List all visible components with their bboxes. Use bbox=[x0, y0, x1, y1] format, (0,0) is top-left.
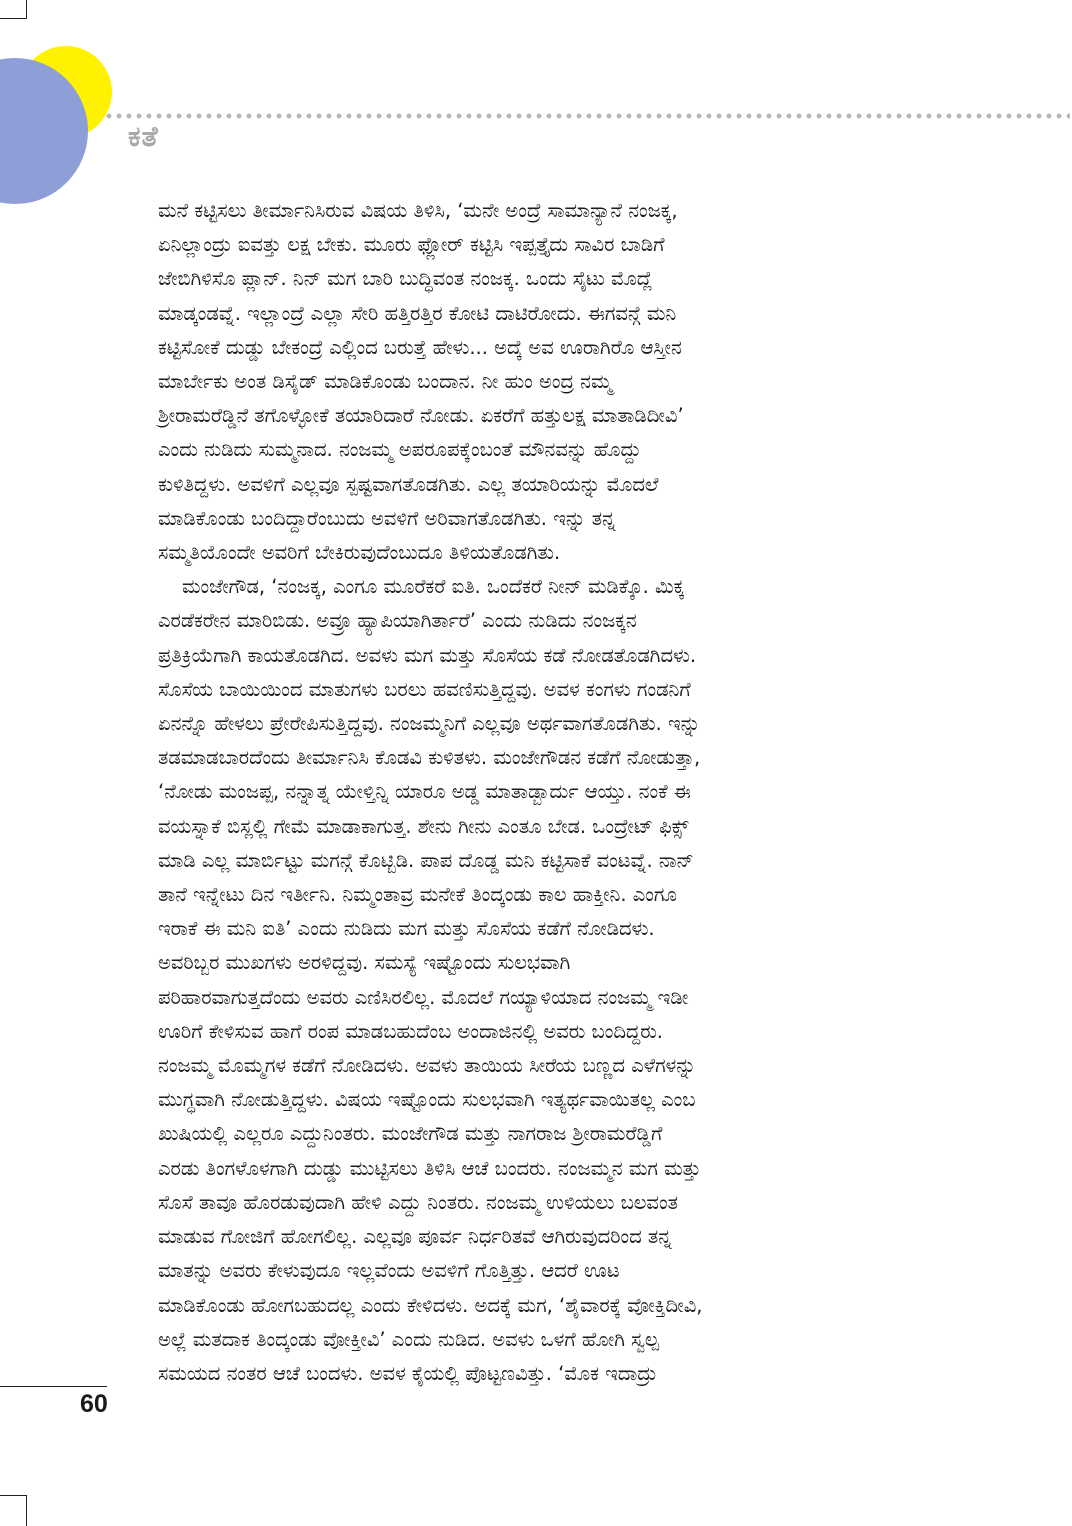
page-number: 60 bbox=[80, 1390, 108, 1418]
text-line: ವಯಸ್ನಾಕೆ ಬಿಸ್ಲಲ್ಲಿ ಗೇಮೆ ಮಾಡಾಕಾಗುತ್ತ. ಶೇನು ಗೀನು ಎಂತೂ ಬೇಡ. ಒಂದ್ರೇಟ್ ಫಿಕ್ಸ್ bbox=[158, 814, 689, 838]
text-line: ಮಾರ್ಬೇಕು ಅಂತ ಡಿಸೈಡ್ ಮಾಡಿಕೊಂಡು ಬಂದಾನ. ನೀ ಹುಂ ಅಂದ್ರ ನಮ್ಮ bbox=[158, 370, 613, 394]
text-line: ಮಾಡಿ ಎಲ್ಲ ಮಾರ್ಬಿಟ್ಟು ಮಗನ್ಗೆ ಕೊಟ್ಬಿಡಿ. ಪಾಪ ದೊಡ್ಡ ಮನಿ ಕಟ್ಟಿಸಾಕೆ ವಂಟವ್ನೆ. ನಾನ್ bbox=[158, 848, 694, 872]
text-line: ಎರಡೆಕರೇನ ಮಾರಿಬಿಡು. ಅವ್ರೂ ಹ್ಯಾಪಿಯಾಗಿರ್ತಾರೆ’ ಎಂದು ನುಡಿದು ನಂಜಕ್ಕನ bbox=[158, 609, 637, 633]
text-line: ಮಾತನ್ನು ಅವರು ಕೇಳುವುದೂ ಇಲ್ಲವೆಂದು ಅವಳಿಗೆ ಗೊತ್ತಿತ್ತು. ಆದರೆ ಊಟ bbox=[158, 1259, 620, 1283]
text-line: ಸಮ್ಮತಿಯೊಂದೇ ಅವರಿಗೆ ಬೇಕಿರುವುದೆಂಬುದೂ ತಿಳಿಯತೊಡಗಿತು. bbox=[158, 541, 561, 565]
text-line: ಮಾಡಿಕೊಂಡು ಹೋಗಬಹುದಲ್ಲ ಎಂದು ಕೇಳಿದಳು. ಅದಕ್ಕೆ ಮಗ, ‘ಶೈವಾರಕ್ಕೆ ವೋಕ್ತಿದೀವಿ, bbox=[158, 1293, 703, 1317]
crop-mark-bottom bbox=[0, 1495, 27, 1526]
text-line: ಕಟ್ಟಿಸೋಕೆ ದುಡ್ಡು ಬೇಕಂದ್ರೆ ಎಲ್ಲಿಂದ ಬರುತ್ತೆ ಹೇಳು... ಅದ್ಕೆ ಅವ ಊರಾಗಿರೊ ಆಸ್ತೀನ bbox=[158, 335, 682, 359]
text-line: ಎರಡು ತಿಂಗಳೊಳಗಾಗಿ ದುಡ್ಡು ಮುಟ್ಟಿಸಲು ತಿಳಿಸಿ ಆಚೆ ಬಂದರು. ನಂಜಮ್ಮನ ಮಗ ಮತ್ತು bbox=[158, 1156, 701, 1180]
text-line: ತಾನೆ ಇನ್ನೇಟು ದಿನ ಇರ್ತೀನಿ. ನಿಮ್ಮಂತಾವ್ರ ಮನೇಕೆ ತಿಂದ್ಕಂಡು ಕಾಲ ಹಾಕ್ತೀನಿ. ಎಂಗೂ bbox=[158, 883, 677, 907]
text-line: ಶ್ರೀರಾಮರೆಡ್ಡಿನೆ ತಗೊಳ್ಳೋಕೆ ತಯಾರಿದಾರೆ ನೋಡು. ಏಕರೆಗೆ ಹತ್ತುಲಕ್ಷ ಮಾತಾಡಿದೀವಿ’ bbox=[158, 404, 684, 428]
dotted-header-rule bbox=[104, 113, 1070, 119]
text-line: ಸಮಯದ ನಂತರ ಆಚೆ ಬಂದಳು. ಅವಳ ಕೈಯಲ್ಲಿ ಪೊಟ್ಟಣವಿತ್ತು. ‘ಮೊಕ ಇದಾದ್ರು bbox=[158, 1361, 657, 1385]
text-line: ಸೊಸೆಯ ಬಾಯಿಯಿಂದ ಮಾತುಗಳು ಬರಲು ಹವಣಿಸುತ್ತಿದ್ದವು. ಅವಳ ಕಂಗಳು ಗಂಡನಿಗೆ bbox=[158, 677, 691, 701]
text-line: ಪ್ರತಿಕ್ರಿಯೆಗಾಗಿ ಕಾಯತೊಡಗಿದ. ಅವಳು ಮಗ ಮತ್ತು ಸೊಸೆಯ ಕಡೆ ನೋಡತೊಡಗಿದಳು. bbox=[158, 643, 697, 667]
text-line: ಅಲ್ಲೆ ಮತದಾಕ ತಿಂದ್ಕಂಡು ವೋಕ್ತೀವಿ’ ಎಂದು ನುಡಿದ. ಅವಳು ಒಳಗೆ ಹೋಗಿ ಸ್ವಲ್ಪ bbox=[158, 1327, 660, 1351]
footer-rule bbox=[0, 1386, 107, 1387]
text-line: ಅವರಿಬ್ಬರ ಮುಖಗಳು ಅರಳಿದ್ದವು. ಸಮಸ್ಯೆ ಇಷ್ಟೊಂದು ಸುಲಭವಾಗಿ bbox=[158, 951, 571, 975]
text-line: ಎಂದು ನುಡಿದು ಸುಮ್ಮನಾದ. ನಂಜಮ್ಮ ಅಪರೂಪಕ್ಕೆಂಬಂತೆ ಮೌನವನ್ನು ಹೊದ್ದು bbox=[158, 438, 642, 462]
text-line: ಪರಿಹಾರವಾಗುತ್ತದೆಂದು ಅವರು ಎಣಿಸಿರಲಿಲ್ಲ. ಮೊದಲೆ ಗಯ್ಯಾಳಿಯಾದ ನಂಜಮ್ಮ ಇಡೀ bbox=[158, 985, 689, 1009]
text-line: ಏನಿಲ್ಲಾಂದ್ರು ಐವತ್ತು ಲಕ್ಷ ಬೇಕು. ಮೂರು ಫ್ಲೋರ್ ಕಟ್ಟಿಸಿ ಇಪ್ಪತ್ತೈದು ಸಾವಿರ ಬಾಡಿಗೆ bbox=[158, 233, 665, 257]
text-line: ಖುಷಿಯಲ್ಲಿ ಎಲ್ಲರೂ ಎದ್ದುನಿಂತರು. ಮಂಜೇಗೌಡ ಮತ್ತು ನಾಗರಾಜ ಶ್ರೀರಾಮರೆಡ್ಡಿಗೆ bbox=[158, 1122, 663, 1146]
text-line: ಜೇಬಿಗಿಳಿಸೊ ಪ್ಲಾನ್. ನಿನ್ ಮಗ ಬಾರಿ ಬುದ್ಧಿವಂತ ನಂಜಕ್ಕ. ಒಂದು ಸೈಟು ಮೊದ್ಲೆ bbox=[158, 267, 653, 291]
text-line: ತಡಮಾಡಬಾರದೆಂದು ತೀರ್ಮಾನಿಸಿ ಕೊಡವಿ ಕುಳಿತಳು. ಮಂಜೇಗೌಡನ ಕಡೆಗೆ ನೋಡುತ್ತಾ, bbox=[158, 746, 701, 770]
text-line: ಮಂಜೇಗೌಡ, ‘ನಂಜಕ್ಕ, ಎಂಗೂ ಮೂರೆಕರೆ ಐತಿ. ಒಂದೆಕರೆ ನೀನ್ ಮಡಿಕ್ಕೊ. ಮಿಕ್ಕ bbox=[182, 575, 685, 599]
text-line: ಊರಿಗೆ ಕೇಳಿಸುವ ಹಾಗೆ ರಂಪ ಮಾಡಬಹುದೆಂಬ ಅಂದಾಜಿನಲ್ಲಿ ಅವರು ಬಂದಿದ್ದರು. bbox=[158, 1019, 664, 1043]
text-line: ನಂಜಮ್ಮ ಮೊಮ್ಮಗಳ ಕಡೆಗೆ ನೋಡಿದಳು. ಅವಳು ತಾಯಿಯ ಸೀರೆಯ ಬಣ್ಣದ ಎಳೆಗಳನ್ನು bbox=[158, 1054, 696, 1078]
text-line: ಇರಾಕೆ ಈ ಮನಿ ಐತಿ’ ಎಂದು ನುಡಿದು ಮಗ ಮತ್ತು ಸೊಸೆಯ ಕಡೆಗೆ ನೋಡಿದಳು. bbox=[158, 917, 655, 941]
text-line: ಮಾಡ್ಕಂಡವ್ನೆ. ಇಲ್ಲಾಂದ್ರೆ ಎಲ್ಲಾ ಸೇರಿ ಹತ್ತಿರತ್ತಿರ ಕೋಟಿ ದಾಟಿರೋದು. ಈಗವನ್ಗೆ ಮನಿ bbox=[158, 301, 677, 325]
section-title: ಕತೆ bbox=[128, 120, 159, 153]
text-line: ಏನನ್ನೊ ಹೇಳಲು ಪ್ರೇರೇಪಿಸುತ್ತಿದ್ದವು. ನಂಜಮ್ಮನಿಗೆ ಎಲ್ಲವೂ ಅರ್ಥವಾಗತೊಡಗಿತು. ಇನ್ನು bbox=[158, 712, 701, 736]
text-line: ಮಾಡಿಕೊಂಡು ಬಂದಿದ್ದಾರೆಂಬುದು ಅವಳಿಗೆ ಅರಿವಾಗತೊಡಗಿತು. ಇನ್ನು ತನ್ನ bbox=[158, 506, 616, 530]
crop-mark-top bbox=[0, 0, 27, 19]
text-line: ಮನೆ ಕಟ್ಟಿಸಲು ತೀರ್ಮಾನಿಸಿರುವ ವಿಷಯ ತಿಳಿಸಿ, ‘ಮನೇ ಅಂದ್ರೆ ಸಾಮಾನ್ಯಾನೆ ನಂಜಕ್ಕ, bbox=[158, 199, 678, 222]
text-line: ಮಾಡುವ ಗೋಜಿಗೆ ಹೋಗಲಿಲ್ಲ. ಎಲ್ಲವೂ ಪೂರ್ವ ನಿರ್ಧರಿತವೆ ಆಗಿರುವುದರಿಂದ ತನ್ನ bbox=[158, 1225, 672, 1249]
text-line: ಕುಳಿತಿದ್ದಳು. ಅವಳಿಗೆ ಎಲ್ಲವೂ ಸ್ಪಷ್ಟವಾಗತೊಡಗಿತು. ಎಲ್ಲ ತಯಾರಿಯನ್ನು ಮೊದಲೆ bbox=[158, 472, 659, 496]
story-body-text bbox=[158, 194, 903, 1391]
text-line: ‘ನೋಡು ಮಂಜಪ್ಪ, ನನ್ನಾತ್ನ ಯೇಳ್ತಿನ್ನಿ ಯಾರೂ ಅಡ್ಡ ಮಾತಾಡ್ಬಾರ್ದು ಆಯ್ತು. ನಂಕೆ ಈ bbox=[158, 780, 691, 804]
text-line: ಮುಗ್ಧವಾಗಿ ನೋಡುತ್ತಿದ್ದಳು. ವಿಷಯ ಇಷ್ಟೊಂದು ಸುಲಭವಾಗಿ ಇತ್ಯರ್ಥವಾಯಿತಲ್ಲ ಎಂಬ bbox=[158, 1088, 696, 1112]
text-line: ಸೊಸೆ ತಾವೂ ಹೊರಡುವುದಾಗಿ ಹೇಳಿ ಎದ್ದು ನಿಂತರು. ನಂಜಮ್ಮ ಉಳಿಯಲು ಬಲವಂತ bbox=[158, 1190, 678, 1214]
